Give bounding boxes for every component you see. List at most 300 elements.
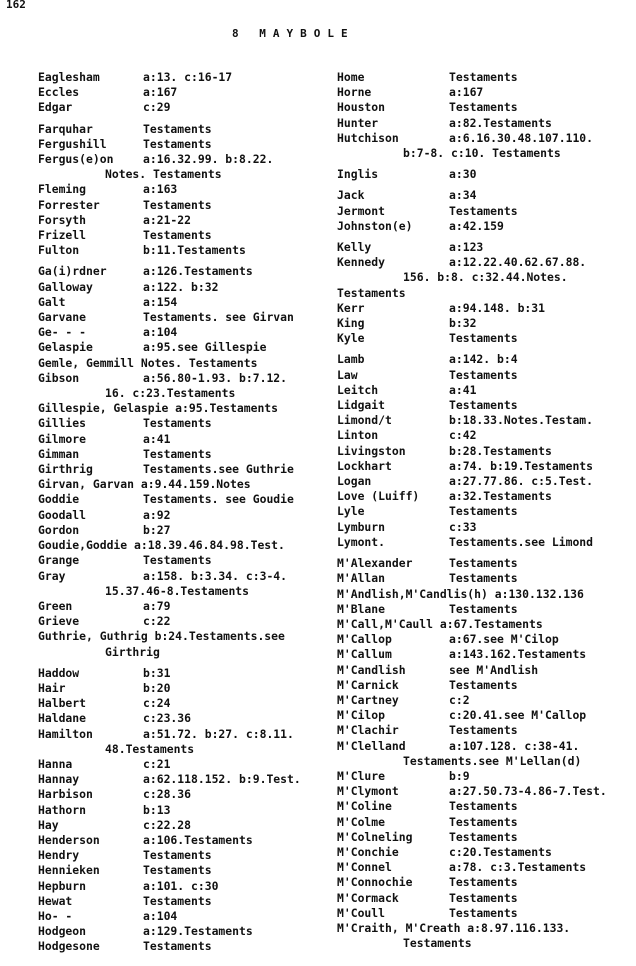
index-entry [38, 787, 323, 802]
index-entry [38, 432, 323, 447]
index-entry [38, 523, 323, 538]
entry-name: Gelaspie [38, 340, 93, 355]
index-entry [38, 213, 323, 228]
entry-name: Kennedy [337, 255, 386, 270]
entry-reference: c:20.Testaments [449, 844, 552, 859]
index-entry [337, 204, 627, 219]
entry-name: Jack [337, 188, 365, 203]
entry-name: Livingston [337, 443, 406, 458]
entry-reference: a:104 [143, 325, 178, 340]
index-entry [337, 602, 627, 617]
entry-name: M'Clelland [337, 738, 406, 753]
index-entry [38, 666, 323, 681]
entry-reference: Testaments [449, 571, 518, 586]
entry-name: Hennieken [38, 863, 100, 878]
index-entry [38, 848, 323, 863]
entry-reference: a:123 [449, 240, 484, 255]
entry-reference: Testaments [449, 799, 518, 814]
index-entry [38, 757, 323, 772]
entry-reference: a:51.72. b:27. c:8.11. [143, 726, 294, 741]
entry-reference: Testaments [143, 416, 212, 431]
entry-name: Hamilton [38, 726, 93, 741]
index-entry [38, 295, 323, 310]
entry-continuation: 48.Testaments [105, 741, 195, 756]
index-entry [337, 316, 627, 331]
entry-reference: b:27 [143, 522, 171, 537]
index-entry [38, 696, 323, 711]
right-column [337, 70, 627, 951]
entry-name: Law [337, 367, 358, 382]
index-entry [38, 553, 323, 568]
entry-reference: a:6.16.30.48.107.110. [449, 130, 594, 145]
entry-name: M'Carnick [337, 677, 399, 692]
entry-reference: c:28.36 [143, 787, 192, 802]
entry-name: Hepburn [38, 878, 87, 893]
entry-name: Goddie [38, 492, 80, 507]
entry-name: Ga(i)rdner [38, 264, 107, 279]
entry-name: Guthrie, Guthrig b:24.Testaments.see [38, 629, 285, 644]
entry-reference: a:12.22.40.62.67.88. [449, 255, 587, 270]
index-entry [38, 371, 323, 401]
index-entry [38, 122, 323, 137]
entry-name: M'Alexander [337, 556, 413, 571]
entry-name: Love (Luiff) [337, 489, 420, 504]
index-entry [337, 617, 627, 632]
index-entry [38, 416, 323, 431]
index-entry [38, 280, 323, 295]
index-entry [337, 784, 627, 799]
entry-reference: a:101. c:30 [143, 878, 219, 893]
page-title: 8 MAYBOLE [232, 27, 355, 40]
entry-reference: a:74. b:19.Testaments [449, 458, 594, 473]
entry-reference: a:129.Testaments [143, 924, 253, 939]
index-entry [38, 477, 323, 492]
entry-name: Gillespie, Gelaspie a:95.Testaments [38, 401, 279, 416]
entry-name: Fleming [38, 182, 87, 197]
index-entry [38, 894, 323, 909]
index-entry [337, 632, 627, 647]
entry-name: Lymont. [337, 534, 386, 549]
entry-reference: a:62.118.152. b:9.Test. [143, 772, 301, 787]
index-entry [337, 383, 627, 398]
entry-name: Hair [38, 680, 66, 695]
entry-reference: a:167 [449, 85, 484, 100]
entry-name: M'Clachir [337, 723, 399, 738]
index-entry [337, 459, 627, 474]
index-entry [337, 769, 627, 784]
entry-name: Hay [38, 817, 59, 832]
entry-name: Leitch [337, 382, 379, 397]
entry-name: M'Callop [337, 632, 392, 647]
entry-reference: c:22.28 [143, 817, 192, 832]
entry-name: Henderson [38, 832, 100, 847]
index-entry [38, 863, 323, 878]
index-entry [38, 401, 323, 416]
entry-reference: a:41 [143, 431, 171, 446]
entry-name: Girvan, Garvan a:9.44.159.Notes [38, 477, 251, 492]
index-entry [38, 492, 323, 507]
entry-reference: a:21-22 [143, 212, 192, 227]
entry-reference: c:33 [449, 519, 477, 534]
index-entry [38, 356, 323, 371]
entry-name: Hunter [337, 115, 379, 130]
index-entry [38, 939, 323, 954]
entry-continuation: b:7-8. c:10. Testaments [403, 146, 561, 161]
index-entry [337, 663, 627, 678]
index-entry [337, 100, 627, 115]
entry-reference: c:42 [449, 428, 477, 443]
entry-name: Green [38, 598, 73, 613]
entry-name: Hathorn [38, 802, 87, 817]
entry-reference: a:34 [449, 188, 477, 203]
index-entry [337, 368, 627, 383]
entry-reference: Testaments [449, 677, 518, 692]
entry-continuation: Testaments.see M'Lellan(d) [403, 753, 582, 768]
index-entry [337, 520, 627, 535]
entry-name: Goodall [38, 507, 87, 522]
entry-name: Hewat [38, 893, 73, 908]
entry-name: Inglis [337, 167, 379, 182]
entry-reference: a:142. b:4 [449, 352, 518, 367]
index-entry [337, 352, 627, 367]
entry-reference: a:13. c:16-17 [143, 70, 233, 84]
entry-name: Frizell [38, 228, 87, 243]
entry-name: M'Call,M'Caull a:67.Testaments [337, 616, 543, 631]
index-entry [337, 815, 627, 830]
index-entry [38, 198, 323, 213]
entry-reference: b:28.Testaments [449, 443, 552, 458]
entry-reference: Testaments. see Goudie [143, 492, 294, 507]
index-entry [337, 188, 627, 203]
index-entry [337, 647, 627, 662]
entry-name: M'Coull [337, 905, 386, 920]
entry-reference: a:154 [143, 294, 178, 309]
entry-reference: a:82.Testaments [449, 115, 552, 130]
entry-name: Ge- - - [38, 325, 87, 340]
entry-name: Gimman [38, 446, 80, 461]
entry-reference: c:20.41.see M'Callop [449, 708, 587, 723]
index-entry [337, 131, 627, 161]
entry-name: Harbison [38, 787, 93, 802]
entry-reference: a:41 [449, 382, 477, 397]
index-entry [337, 428, 627, 443]
entry-name: Kyle [337, 331, 365, 346]
entry-name: Lidgait [337, 398, 386, 413]
entry-reference: Testaments.see Limond [449, 534, 594, 549]
index-entry [337, 219, 627, 234]
entry-reference: Testaments. see Girvan [143, 310, 294, 325]
entry-reference: c:29 [143, 100, 171, 115]
entry-name: M'Colme [337, 814, 386, 829]
entry-reference: a:56.80-1.93. b:7.12. [143, 370, 288, 385]
entry-continuation: 156. b:8. c:32.44.Notes. [403, 270, 568, 285]
entry-reference: a:27.77.86. c:5.Test. [449, 474, 594, 489]
entry-name: Galt [38, 294, 66, 309]
entry-name: Forsyth [38, 212, 87, 227]
index-entry [38, 727, 323, 757]
entry-name: M'Callum [337, 647, 392, 662]
entry-reference: Testaments [449, 890, 518, 905]
entry-reference: Testaments [143, 446, 212, 461]
index-entry [337, 116, 627, 131]
entry-reference: a:67.see M'Cilop [449, 632, 559, 647]
index-entry [337, 678, 627, 693]
entry-name: Horne [337, 85, 372, 100]
index-entry [337, 444, 627, 459]
index-entry [337, 891, 627, 906]
index-entry [337, 85, 627, 100]
entry-reference: b:13 [143, 802, 171, 817]
entry-continuation: Testaments [337, 285, 406, 300]
entry-name: Hodgesone [38, 939, 100, 954]
index-entry [38, 70, 323, 85]
entry-name: M'Connochie [337, 875, 413, 890]
index-entry [337, 301, 627, 316]
entry-reference: Testaments [143, 121, 212, 136]
entry-name: Gemle, Gemmill Notes. Testaments [38, 355, 258, 370]
entry-name: Farquhar [38, 121, 93, 136]
entry-reference: a:27.50.73-4.86-7.Test. [449, 784, 607, 799]
entry-name: M'Conchie [337, 844, 399, 859]
entry-reference: Testaments [143, 893, 212, 908]
index-entry [337, 413, 627, 428]
entry-name: M'Allan [337, 571, 386, 586]
index-entry [38, 152, 323, 182]
entry-name: M'Connel [337, 860, 392, 875]
entry-reference: a:107.128. c:38-41. [449, 738, 580, 753]
entry-name: M'Cilop [337, 708, 386, 723]
index-entry [337, 489, 627, 504]
entry-name: Hendry [38, 848, 80, 863]
entry-reference: Testaments [449, 100, 518, 115]
index-entry [38, 85, 323, 100]
entry-name: Johnston(e) [337, 218, 413, 233]
entry-reference: a:158. b:3.34. c:3-4. [143, 568, 288, 583]
entry-name: Ho- - [38, 908, 73, 923]
entry-name: Eaglesham [38, 70, 100, 84]
index-entry [337, 845, 627, 860]
entry-name: Linton [337, 428, 379, 443]
left-column [38, 70, 323, 955]
entry-reference: a:30 [449, 167, 477, 182]
index-entry [337, 906, 627, 921]
entry-reference: Testaments [143, 863, 212, 878]
entry-name: M'Candlish [337, 662, 406, 677]
index-entry [38, 340, 323, 355]
entry-reference: Testaments [449, 203, 518, 218]
index-entry [38, 909, 323, 924]
entry-continuation: Girthrig [105, 644, 160, 659]
index-entry [337, 474, 627, 489]
index-entry [38, 447, 323, 462]
entry-reference: Testaments [449, 367, 518, 382]
entry-reference: b:20 [143, 680, 171, 695]
entry-reference: b:31 [143, 665, 171, 680]
entry-name: M'Colneling [337, 829, 413, 844]
entry-name: Limond/t [337, 413, 392, 428]
entry-name: Hodgeon [38, 924, 87, 939]
index-entry [38, 772, 323, 787]
entry-reference: c:21 [143, 756, 171, 771]
index-entry [337, 535, 627, 550]
entry-continuation: Testaments [403, 936, 472, 951]
entry-name: Gray [38, 568, 66, 583]
index-entry [38, 137, 323, 152]
entry-reference: b:9 [449, 768, 470, 783]
index-entry [337, 830, 627, 845]
entry-name: M'Craith, M'Creath a:8.97.116.133. [337, 920, 571, 935]
index-entry [337, 70, 627, 85]
entry-name: Home [337, 70, 365, 84]
entry-name: King [337, 316, 365, 331]
index-entry [38, 310, 323, 325]
index-entry [38, 818, 323, 833]
entry-name: Lockhart [337, 458, 392, 473]
entry-reference: a:95.see Gillespie [143, 340, 267, 355]
index-entry [38, 614, 323, 629]
entry-name: M'Cormack [337, 890, 399, 905]
entry-name: Lyle [337, 504, 365, 519]
entry-name: Gordon [38, 522, 80, 537]
entry-name: M'Coline [337, 799, 392, 814]
entry-name: Hanna [38, 756, 73, 771]
index-entry [38, 681, 323, 696]
index-entry [337, 167, 627, 182]
index-entry [337, 331, 627, 346]
index-entry [337, 398, 627, 413]
index-entry [337, 708, 627, 723]
page-number: 162 [6, 0, 26, 11]
entry-name: M'Cartney [337, 692, 399, 707]
entry-name: Lamb [337, 352, 365, 367]
entry-reference: Testaments.see Guthrie [143, 462, 294, 477]
entry-reference: Testaments [449, 814, 518, 829]
index-entry [38, 462, 323, 477]
entry-reference: c:24 [143, 696, 171, 711]
entry-name: M'Andlish,M'Candlis(h) a:130.132.136 [337, 586, 584, 601]
entry-reference: a:92 [143, 507, 171, 522]
entry-name: Gilmore [38, 431, 87, 446]
index-entry [38, 182, 323, 197]
index-entry [38, 264, 323, 279]
entry-reference: Testaments [143, 848, 212, 863]
index-entry [38, 325, 323, 340]
index-entry [337, 556, 627, 571]
entry-reference: Testaments [449, 905, 518, 920]
entry-name: Goudie,Goddie a:18.39.46.84.98.Test. [38, 538, 285, 553]
entry-name: Kerr [337, 300, 365, 315]
entry-reference: a:143.162.Testaments [449, 647, 587, 662]
entry-name: Fergushill [38, 136, 107, 151]
entry-reference: a:106.Testaments [143, 832, 253, 847]
entry-name: Lymburn [337, 519, 386, 534]
entry-name: Halbert [38, 696, 87, 711]
entry-reference: Testaments [449, 875, 518, 890]
entry-name: Fulton [38, 243, 80, 258]
entry-reference: a:167 [143, 85, 178, 100]
entry-reference: a:122. b:32 [143, 279, 219, 294]
index-entry [337, 875, 627, 890]
entry-reference: b:18.33.Notes.Testam. [449, 413, 594, 428]
index-entry [337, 504, 627, 519]
entry-name: Forrester [38, 197, 100, 212]
entry-name: Grieve [38, 614, 80, 629]
entry-reference: a:126.Testaments [143, 264, 253, 279]
entry-reference: Testaments [449, 504, 518, 519]
entry-reference: Testaments [143, 553, 212, 568]
entry-reference: a:32.Testaments [449, 489, 552, 504]
entry-reference: Testaments [449, 398, 518, 413]
entry-name: Garvane [38, 310, 87, 325]
entry-reference: Testaments [143, 228, 212, 243]
index-entry [337, 799, 627, 814]
index-entry [38, 243, 323, 258]
index-entry [38, 100, 323, 115]
index-entry [337, 240, 627, 255]
entry-name: Hutchison [337, 130, 399, 145]
entry-reference: a:16.32.99. b:8.22. [143, 152, 274, 167]
entry-reference: Testaments [143, 197, 212, 212]
index-entry [337, 587, 627, 602]
entry-continuation: 16. c:23.Testaments [105, 386, 236, 401]
index-entry [38, 629, 323, 659]
index-entry [38, 879, 323, 894]
entry-reference: c:23.36 [143, 711, 192, 726]
entry-name: Kelly [337, 240, 372, 255]
index-entry [337, 739, 627, 769]
entry-reference: c:22 [143, 614, 171, 629]
index-entry [38, 924, 323, 939]
index-entry [38, 711, 323, 726]
entry-name: Haldane [38, 711, 87, 726]
entry-name: Gibson [38, 370, 80, 385]
entry-name: Haddow [38, 665, 80, 680]
entry-reference: b:32 [449, 316, 477, 331]
entry-name: Eccles [38, 85, 80, 100]
index-entry [337, 921, 627, 951]
index-entry [337, 255, 627, 301]
entry-reference: c:2 [449, 692, 470, 707]
entry-name: Houston [337, 100, 386, 115]
index-entry [38, 599, 323, 614]
index-entry [38, 228, 323, 243]
entry-reference: a:163 [143, 182, 178, 197]
entry-name: M'Blane [337, 601, 386, 616]
entry-reference: Testaments [449, 70, 518, 84]
index-entry [337, 860, 627, 875]
index-entry [337, 571, 627, 586]
index-entry [38, 538, 323, 553]
entry-reference: Testaments [143, 136, 212, 151]
entry-reference: a:42.159 [449, 218, 504, 233]
entry-name: Jermont [337, 203, 386, 218]
index-entry [38, 833, 323, 848]
index-entry [337, 693, 627, 708]
entry-reference: a:104 [143, 908, 178, 923]
index-entry [38, 803, 323, 818]
entry-name: Logan [337, 474, 372, 489]
entry-reference: a:79 [143, 598, 171, 613]
entry-reference: see M'Andlish [449, 662, 539, 677]
entry-reference: Testaments [449, 829, 518, 844]
entry-name: Galloway [38, 279, 93, 294]
entry-reference: Testaments [143, 939, 212, 954]
entry-name: Hannay [38, 772, 80, 787]
entry-name: Girthrig [38, 462, 93, 477]
entry-reference: Testaments [449, 601, 518, 616]
index-entry [38, 569, 323, 599]
entry-name: M'Clymont [337, 784, 399, 799]
